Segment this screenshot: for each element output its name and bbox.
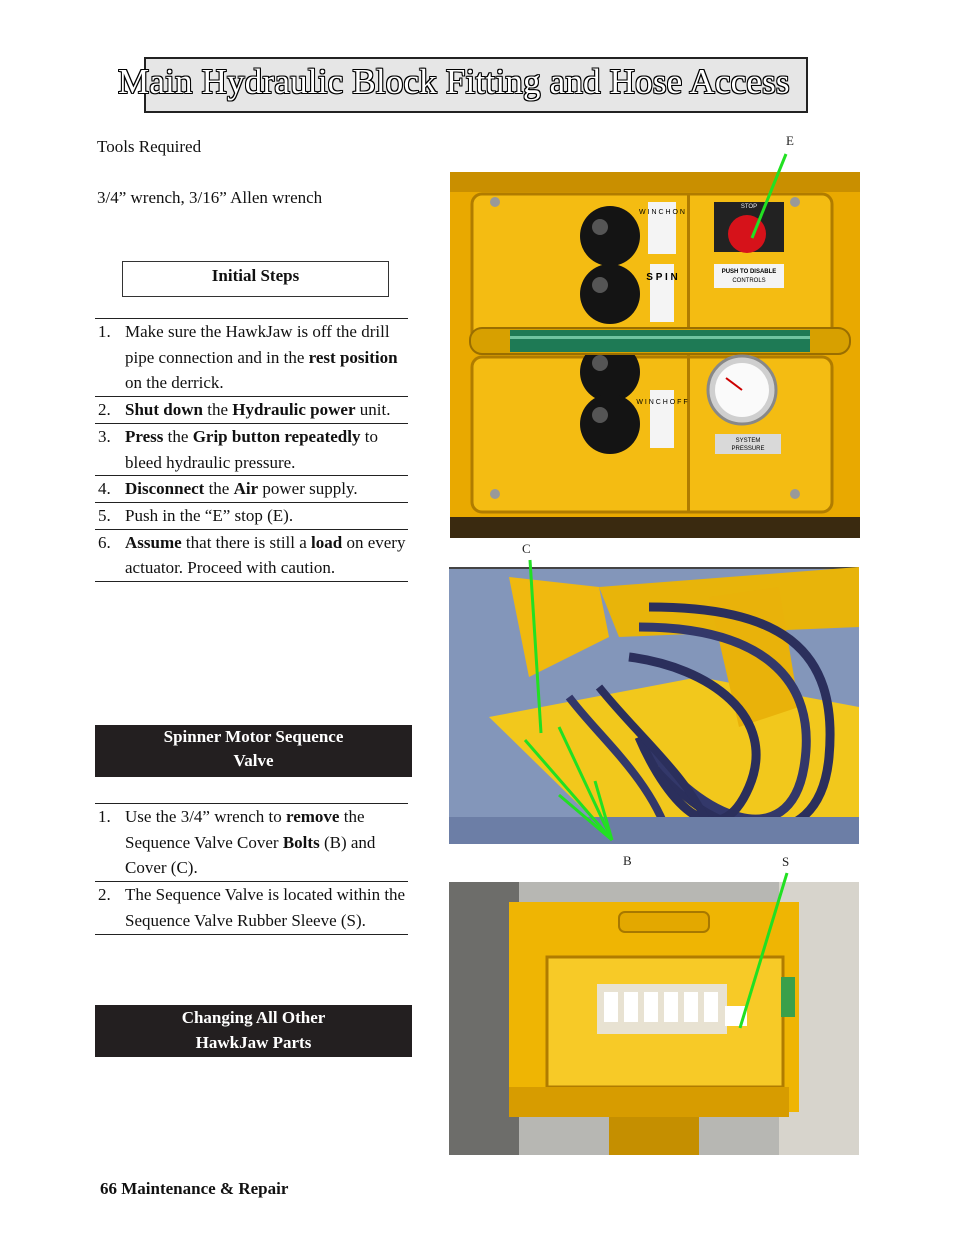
list-item-number: 3.	[98, 426, 111, 446]
winch-off-label: W I N C H O F F	[636, 399, 688, 406]
callout-s-label: S	[782, 854, 790, 869]
list-item-text: (B) and Cover (C).	[125, 832, 376, 878]
list-item-text: that there is still a	[181, 532, 312, 552]
list-item	[95, 396, 408, 423]
list-item-number: 1.	[98, 322, 111, 341]
callout-c-label: C	[522, 541, 531, 556]
other-parts-heading-line2: HawkJaw Parts	[195, 1033, 312, 1052]
list-item-text: The Sequence Valve is located within the Sequence Valve Rubber Sleeve (S).	[125, 885, 406, 930]
list-item-number: 2.	[98, 885, 111, 905]
list-item-emphasis: Bolts	[282, 832, 320, 852]
list-item-text: to bleed hydraulic pressure.	[125, 426, 378, 472]
list-item-number: 1.	[98, 807, 111, 826]
spinner-heading-line2: Valve	[233, 751, 274, 770]
page-footer: 66 Maintenance & Repair	[100, 1179, 289, 1198]
other-parts-heading-line1: Changing All Other	[181, 1008, 326, 1027]
list-item-emphasis: Press	[125, 426, 164, 446]
list-item-emphasis: Disconnect	[125, 479, 205, 499]
callout-e-label: E	[786, 133, 794, 148]
list-item-text: unit.	[355, 400, 391, 420]
list-item-emphasis: load	[311, 532, 343, 552]
system-label-2: PRESSURE	[731, 446, 765, 452]
list-item-emphasis: Shut down	[125, 400, 203, 420]
page-title: Main Hydraulic Block Fitting and Hose Access	[118, 62, 790, 101]
push-label-2: CONTROLS	[732, 278, 766, 284]
list-item-emphasis: Air	[233, 479, 259, 499]
spinner-steps-list	[95, 803, 408, 935]
callout-s-line	[730, 868, 800, 1038]
list-item-number: 2.	[98, 400, 111, 420]
list-item-text: Use the 3/4” wrench to	[125, 807, 286, 826]
list-item	[95, 881, 408, 933]
initial-steps-list	[95, 318, 408, 582]
tools-list: 3/4” wrench, 3/16” Allen wrench	[97, 188, 323, 207]
stop-label: STOP	[740, 204, 758, 210]
push-label-1: PUSH TO DISABLE	[721, 269, 777, 275]
list-item-number: 5.	[98, 505, 111, 525]
list-item	[95, 502, 408, 529]
callout-b-c-lines	[515, 555, 630, 855]
list-item	[95, 318, 408, 396]
list-item-text: the	[163, 426, 193, 446]
list-end-rule	[95, 934, 408, 935]
list-item-emphasis: Hydraulic power	[232, 400, 356, 420]
winch-on-label: W I N C H O N	[639, 209, 685, 216]
list-item	[95, 475, 408, 502]
list-item-text: Push in the “E” stop (E).	[125, 505, 294, 525]
list-item-text: the Sequence Valve Cover	[125, 807, 365, 852]
list-item	[95, 803, 408, 881]
list-item-text: on the derrick.	[125, 373, 224, 393]
spin-label: S P I N	[646, 272, 678, 283]
list-item-text: on every actuator. Proceed with caution.	[125, 532, 406, 578]
list-item-number: 4.	[98, 479, 111, 499]
spinner-heading-line1: Spinner Motor Sequence	[163, 727, 344, 746]
hose-photo	[449, 567, 859, 844]
list-item	[95, 423, 408, 475]
initial-steps-heading: Initial Steps	[122, 261, 389, 297]
list-item-text: power supply.	[258, 479, 358, 499]
list-item-text: the	[204, 479, 234, 499]
hose-illustration	[449, 567, 859, 844]
callout-b-label: B	[623, 853, 632, 868]
tools-heading: Tools Required	[97, 137, 202, 156]
list-item	[95, 529, 408, 581]
list-item-emphasis: Grip button repeatedly	[192, 426, 361, 446]
spinner-heading	[95, 725, 412, 777]
list-end-rule	[95, 581, 408, 582]
system-label-1: SYSTEM	[735, 438, 761, 444]
list-item-emphasis: remove	[285, 807, 340, 826]
list-item-emphasis: Assume	[125, 532, 182, 552]
list-item-text: the	[202, 400, 233, 420]
list-item-emphasis: rest position	[308, 347, 398, 367]
callout-e-line	[740, 150, 800, 245]
list-item-text: Make sure the HawkJaw is off the drill pipe connection and in the	[125, 322, 390, 367]
list-item-number: 6.	[98, 532, 111, 552]
other-parts-heading	[95, 1005, 412, 1057]
